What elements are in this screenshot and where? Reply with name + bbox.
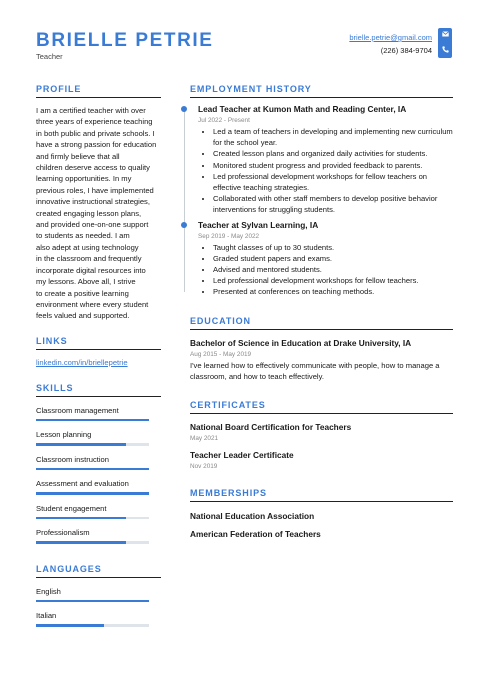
resume-job-title: Teacher bbox=[36, 52, 63, 61]
membership-item: National Education Association bbox=[190, 511, 315, 522]
resume-name: BRIELLE PETRIE bbox=[36, 30, 214, 51]
job-entry bbox=[190, 220, 453, 298]
language-label: Italian bbox=[36, 611, 57, 621]
job-bullet: • Advised and mentored students. bbox=[213, 264, 453, 275]
skill-label: Classroom instruction bbox=[36, 454, 110, 464]
phone-number: (226) 384-9704 bbox=[380, 46, 432, 55]
job-bullets bbox=[198, 126, 453, 216]
job-bullet: • Collaborated with other staff members to develop positive behavior interventions for struggling students. bbox=[213, 193, 453, 215]
certificates-section bbox=[190, 400, 453, 470]
languages-heading: LANGUAGES bbox=[36, 564, 161, 578]
skill-label: Professionalism bbox=[36, 528, 90, 538]
certificate-date: Nov 2019 bbox=[190, 463, 218, 471]
skill-level-bar bbox=[36, 492, 149, 495]
language-item bbox=[36, 611, 161, 627]
job-bullet: • Led professional development workshops for fellow teachers. bbox=[213, 275, 453, 286]
language-item bbox=[36, 587, 161, 603]
job-bullet: • Monitored student progress and provided feedback to parents. bbox=[213, 160, 453, 171]
skill-level-fill bbox=[36, 492, 149, 495]
certificate-entry bbox=[190, 450, 453, 470]
employment-heading: EMPLOYMENT HISTORY bbox=[190, 84, 453, 98]
skill-item bbox=[36, 504, 161, 520]
job-title: Teacher at Sylvan Learning, IA bbox=[198, 219, 319, 230]
job-bullet: • Presented at conferences on teaching methods. bbox=[213, 286, 453, 297]
job-date: Jul 2022 - Present bbox=[198, 117, 250, 124]
timeline-line bbox=[184, 110, 185, 292]
education-description: I've learned how to effectively communicate with people, how to manage a classroom, and how to teach effectively. bbox=[190, 360, 440, 381]
membership-item: American Federation of Teachers bbox=[190, 529, 321, 540]
language-level-bar bbox=[36, 624, 149, 627]
education-heading: EDUCATION bbox=[190, 316, 453, 330]
email-link[interactable]: brielle.petrie@gmail.com bbox=[349, 33, 432, 42]
contact-block bbox=[349, 31, 432, 57]
right-column bbox=[190, 84, 453, 539]
skill-item bbox=[36, 528, 161, 544]
skill-level-fill bbox=[36, 541, 126, 544]
degree-title: Bachelor of Science in Education at Drake University, IA bbox=[190, 337, 412, 348]
skill-label: Lesson planning bbox=[36, 430, 92, 440]
job-bullet: • Led a team of teachers in developing and implementing new curriculum for the school year. bbox=[213, 126, 453, 148]
employment-section bbox=[190, 84, 453, 298]
left-column bbox=[36, 84, 161, 627]
skill-level-bar bbox=[36, 468, 149, 471]
envelope-icon bbox=[442, 31, 449, 39]
languages-section bbox=[36, 564, 161, 627]
job-date: Sep 2019 - May 2022 bbox=[198, 232, 260, 240]
certificate-title: Teacher Leader Certificate bbox=[190, 450, 294, 461]
certificate-entry bbox=[190, 422, 453, 442]
timeline-dot bbox=[181, 222, 187, 228]
education-entry bbox=[190, 338, 453, 382]
skill-level-fill bbox=[36, 419, 149, 422]
links-heading: LINKS bbox=[36, 336, 161, 350]
job-bullet: • Led professional development workshops for fellow teachers on effective teaching strategies. bbox=[213, 171, 453, 193]
job-bullets bbox=[198, 242, 453, 298]
skills-heading: SKILLS bbox=[36, 383, 161, 397]
job-bullet: • Graded student papers and exams. bbox=[213, 253, 453, 264]
skill-label: Assessment and evaluation bbox=[36, 479, 129, 489]
skill-item bbox=[36, 430, 161, 446]
education-section bbox=[190, 316, 453, 382]
links-section bbox=[36, 336, 161, 367]
job-bullet: • Created lesson plans and organized daily activities for students. bbox=[213, 148, 453, 159]
certificate-title: National Board Certification for Teachers bbox=[190, 422, 352, 433]
skill-item bbox=[36, 479, 161, 495]
education-date: Aug 2015 - May 2019 bbox=[190, 350, 252, 358]
employment-timeline bbox=[190, 104, 453, 298]
profile-section bbox=[36, 84, 161, 322]
certificate-date: May 2021 bbox=[190, 435, 219, 443]
job-bullet: • Taught classes of up to 30 students. bbox=[213, 242, 453, 253]
skills-section bbox=[36, 383, 161, 544]
memberships-section bbox=[190, 488, 453, 539]
skill-level-bar bbox=[36, 443, 149, 446]
skill-label: Classroom management bbox=[36, 405, 119, 415]
phone-icon bbox=[442, 46, 449, 55]
skill-level-fill bbox=[36, 517, 126, 520]
language-label: English bbox=[36, 586, 61, 596]
contact-icon-strip bbox=[438, 28, 452, 58]
skill-level-bar bbox=[36, 419, 149, 422]
job-title: Lead Teacher at Kumon Math and Reading Center, IA bbox=[198, 104, 407, 114]
skill-item bbox=[36, 455, 161, 471]
certificates-heading: CERTIFICATES bbox=[190, 400, 453, 414]
skill-level-bar bbox=[36, 517, 149, 520]
skill-item bbox=[36, 406, 161, 422]
language-level-fill bbox=[36, 624, 104, 627]
memberships-heading: MEMBERSHIPS bbox=[190, 488, 453, 502]
profile-summary: I am a certified teacher with over three years of experience teaching in both public and private schools. I have a strong passion for education and firmly believe that all children deserve access to quality learning opportunities. In my previous roles, I have implemented innovative instructional strategies, created engaging lesson plans, and provided one-on-one support to students as needed. I am also adept at using technology in the classroom and frequently incorporate digital resources into my lessons. Above all, I strive to create a positive learning environment where every student feels valued and supported. bbox=[36, 106, 157, 321]
language-level-bar bbox=[36, 600, 149, 603]
skill-label: Student engagement bbox=[36, 503, 107, 513]
profile-heading: PROFILE bbox=[36, 84, 161, 98]
skill-level-fill bbox=[36, 468, 149, 471]
linkedin-link[interactable]: linkedin.com/in/briellepetrie bbox=[36, 357, 128, 367]
language-level-fill bbox=[36, 600, 149, 603]
timeline-dot bbox=[181, 106, 187, 112]
skill-level-bar bbox=[36, 541, 149, 544]
job-entry bbox=[190, 104, 453, 216]
skill-level-fill bbox=[36, 443, 126, 446]
